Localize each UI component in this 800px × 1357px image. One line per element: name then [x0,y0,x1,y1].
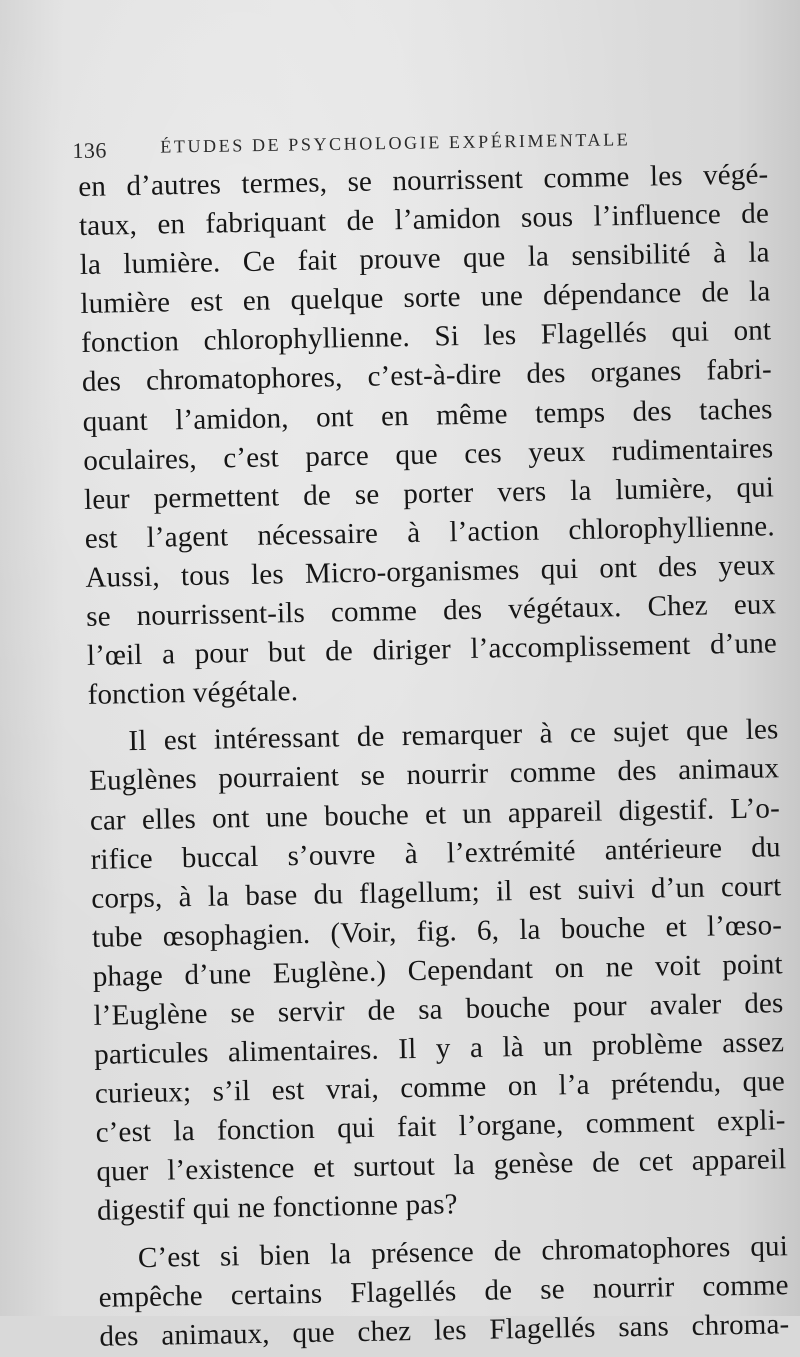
text-line: fonction chlorophyllienne. Si les Flagellés qui ont [80,314,772,360]
text-line: Euglènes pourraient se nourrir comme des animaux [88,752,780,798]
paragraph-3 [98,1227,790,1357]
text-line: leur permettent de se porter vers la lumière, qui [83,471,775,516]
text-line: taux, en fabriquant de l’amidon sous l’influence de [78,197,770,243]
text-line: C’est si bien la présence de chromatophores qui [137,1229,789,1274]
body-text [78,155,790,1356]
text-line: car elles ont une bouche et un appareil digestif. L’o- [89,791,781,837]
text-line: en d’autres termes, se nourrissent comme les végé- [78,158,769,203]
text-line: quant l’amidon, ont en même temps des taches [82,392,773,438]
text-line: se nourrissent-ils comme des végétaux. Chez eux [85,588,777,633]
text-line: des chromatophores, c’est-à-dire des organes fabri- [81,353,773,399]
text-line: des animaux, que chez les Flagellés sans chroma- [99,1307,790,1353]
text-line: c’est la fonction qui fait l’organe, comment expli- [95,1104,786,1150]
text-line: phage d’une Euglène.) Cependant on ne voit point [92,948,783,993]
page-header [72,118,692,164]
text-line: rifice buccal s’ouvre à l’extrémité antérieure du [90,830,781,876]
text-line: empêche certains Flagellés de se nourrir comme [98,1268,789,1314]
page-number: 136 [72,137,108,163]
text-line: l’Euglène se servir de sa bouche pour avaler des [93,987,784,1032]
text-line: tube œsophagien. (Voir, fig. 6, la bouche et l’œso- [91,909,783,954]
text-line: digestif qui ne fonctionne pas? [96,1188,458,1228]
text-line: lumière est en quelque sorte une dépendance de la [80,275,771,321]
paragraph-1 [78,155,778,715]
text-line: l’œil a pour but de diriger l’accomplissement d’une [86,627,778,673]
text-line: fonction végétale. [87,675,299,712]
text-line: quer l’existence et surtout la genèse de cet appareil [96,1143,787,1189]
running-title: ÉTUDES DE PSYCHOLOGIE EXPÉRIMENTALE [160,129,631,157]
text-line: est l’agent nécessaire à l’action chlorophyllienne. [84,510,775,555]
text-line: curieux; s’il est vrai, comme on l’a prétendu, que [94,1065,786,1110]
text-line: oculaires, c’est parce que ces yeux rudimentaires [83,431,774,477]
text-line: corps, à la base du flagellum; il est suivi d’un court [91,869,782,915]
text-line: particules alimentaires. Il y a là un problème assez [93,1026,785,1071]
paragraph-2 [88,711,787,1232]
text-line: Il est intéressant de remarquer à ce sujet que les [128,713,779,758]
text-line: la lumière. Ce fait prouve que la sensibilité à la [79,236,770,282]
text-line: Aussi, tous les Micro-organismes qui ont des yeux [85,549,776,594]
